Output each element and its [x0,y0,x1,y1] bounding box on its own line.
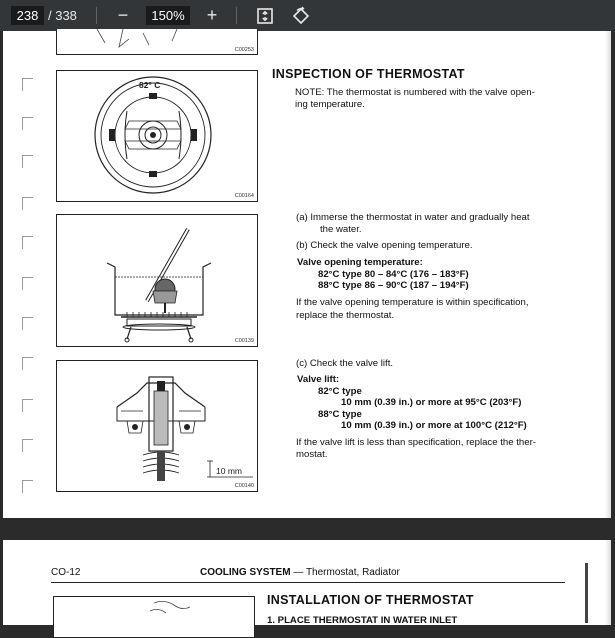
valve-opening-label: Valve opening temperature: [297,257,423,268]
measurement-label: 10 mm [216,466,242,476]
heating-thermostat-drawing [57,215,257,346]
section-header-rest: — Thermostat, Radiator [290,567,400,578]
pdf-page [3,540,611,625]
valve-lift-figure [56,360,258,492]
fit-page-icon [256,7,274,25]
figure-code: C00164 [234,193,254,199]
step-c: (c) Check the valve lift. [296,358,394,369]
total-pages: / 338 [48,8,77,23]
figure-code: C00139 [234,338,254,344]
thermostat-type-label: 82° C [139,80,161,90]
note-line: ing temperature. [295,99,365,110]
page-edge-mark [585,563,596,623]
installation-figure [53,596,255,638]
replace-text: If the valve opening temperature is within specification, [296,297,529,308]
zoom-out-button[interactable]: − [117,5,129,25]
binder-mark [22,357,33,370]
thermostat-top-view-drawing [57,71,257,201]
binder-mark [22,236,33,249]
zoom-in-button[interactable]: + [206,5,218,25]
pdf-page [3,31,611,518]
rotate-icon [291,6,311,26]
binder-mark [22,117,33,130]
replace-text: replace the thermostat. [296,310,395,321]
step-a-cont: the water. [320,224,362,235]
heating-thermostat-figure [56,214,258,347]
section-header-bold: COOLING SYSTEM [200,567,291,578]
step-a: (a) Immerse the thermostat in water and gradually heat [296,212,530,223]
rotate-button[interactable] [290,4,312,27]
step-b: (b) Check the valve opening temperature. [296,240,473,251]
lift-replace-text: If the valve lift is less than specification, replace the ther- [296,437,536,448]
step-1: 1. PLACE THERMOSTAT IN WATER INLET [267,615,458,626]
binder-mark [22,277,33,290]
zoom-level-input[interactable]: 150% [146,6,190,25]
valve-opening-88: 88°C type 86 – 90°C (187 – 194°F) [318,280,469,291]
previous-figure-fragment [56,29,258,55]
lift-88-type: 88°C type [318,409,362,420]
binder-mark [22,480,33,493]
toolbar-divider [236,7,237,24]
note-line: NOTE: The thermostat is numbered with the valve open- [295,87,535,98]
binder-mark [22,78,33,91]
figure-code: C00140 [234,483,254,489]
lift-88-value: 10 mm (0.39 in.) or more at 100°C (212°F) [341,420,527,431]
header-rule [51,582,565,583]
fit-page-button[interactable] [255,4,275,27]
toolbar-divider [96,7,97,24]
page-edge-shadow [605,540,611,625]
section-header [200,567,400,579]
lift-replace-text: mostat. [296,449,328,460]
thermostat-top-view-figure [56,70,258,202]
lift-82-type: 82°C type [318,386,362,397]
lift-82-value: 10 mm (0.39 in.) or more at 95°C (203°F) [341,397,522,408]
binder-mark [22,439,33,452]
page-edge-shadow [605,31,611,518]
page-code: CO-12 [51,567,81,578]
section-title: INSPECTION OF THERMOSTAT [272,67,465,81]
valve-opening-82: 82°C type 80 – 84°C (176 – 183°F) [318,269,469,280]
figure-code: C00253 [234,47,254,53]
pdf-toolbar [0,0,615,31]
binder-mark [22,155,33,168]
binder-mark [22,399,33,412]
valve-lift-label: Valve lift: [297,374,340,385]
binder-mark [22,317,33,330]
page-number-input[interactable]: 238 [11,6,44,25]
binder-mark [22,197,33,210]
section-title: INSTALLATION OF THERMOSTAT [267,593,474,607]
